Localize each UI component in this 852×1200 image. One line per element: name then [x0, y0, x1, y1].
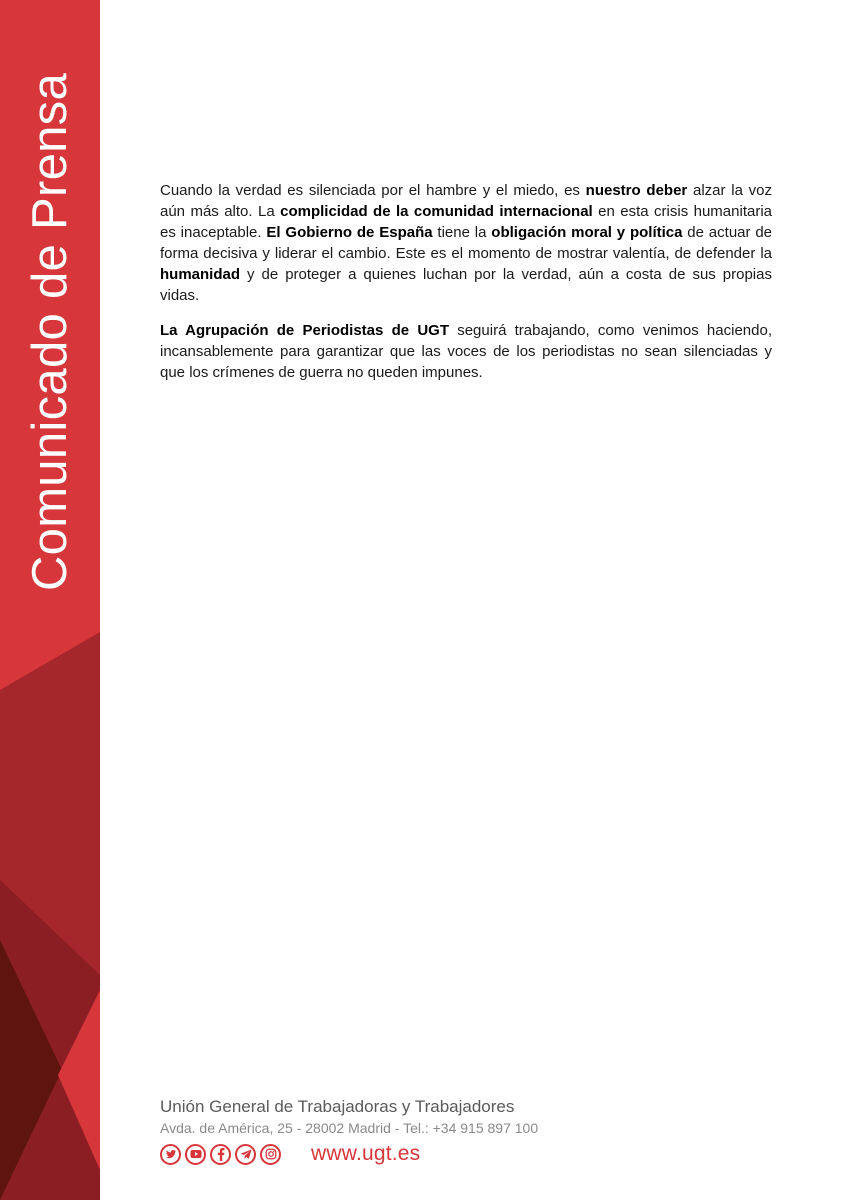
press-release-body — [160, 180, 772, 397]
bold-span: complicidad de la comunidad internacional — [280, 203, 593, 220]
text-span: de actuar de forma decisiva y liderar el cambio. Este es el momento de mostrar valentía, de defender la — [160, 224, 773, 262]
instagram-icon[interactable] — [260, 1144, 281, 1165]
footer-address: Avda. de América, 25 - 28002 Madrid - Tel.: +34 915 897 100 — [160, 1120, 539, 1136]
youtube-icon[interactable] — [185, 1144, 206, 1165]
text-span: tiene la — [432, 224, 492, 241]
sidebar-band — [0, 0, 100, 1200]
bold-span: La Agrupación de Periodistas de UGT — [160, 322, 449, 339]
twitter-icon[interactable] — [160, 1144, 181, 1165]
bold-span: humanidad — [160, 266, 241, 283]
bold-span: obligación moral y política — [491, 224, 683, 241]
text-span: en esta crisis humanitaria es inaceptable. — [160, 203, 772, 241]
footer — [160, 1096, 800, 1166]
bold-span: nuestro deber — [585, 182, 688, 199]
telegram-icon[interactable] — [235, 1144, 256, 1165]
text-span: Cuando la verdad es silenciada por el hambre y el miedo, es — [160, 182, 586, 199]
sidebar-title: Comunicado de Prensa — [23, 72, 77, 592]
footer-social-row — [160, 1142, 800, 1166]
paragraph-2 — [160, 320, 772, 383]
footer-organization: Unión General de Trabajadoras y Trabajadores — [160, 1097, 515, 1116]
paragraph-1 — [160, 180, 772, 306]
bold-span: El Gobierno de España — [266, 224, 433, 241]
website-link[interactable]: www.ugt.es — [311, 1142, 421, 1165]
text-span: alzar la voz aún más alto. La — [160, 182, 772, 220]
text-span: seguirá trabajando, como venimos haciendo, incansablemente para garantizar que las voces de los periodistas no sean silenciadas y que los crímenes de guerra no queden impunes. — [160, 322, 772, 381]
facebook-icon[interactable] — [210, 1144, 231, 1165]
text-span: y de proteger a quienes luchan por la verdad, aún a costa de sus propias vidas. — [160, 266, 772, 304]
